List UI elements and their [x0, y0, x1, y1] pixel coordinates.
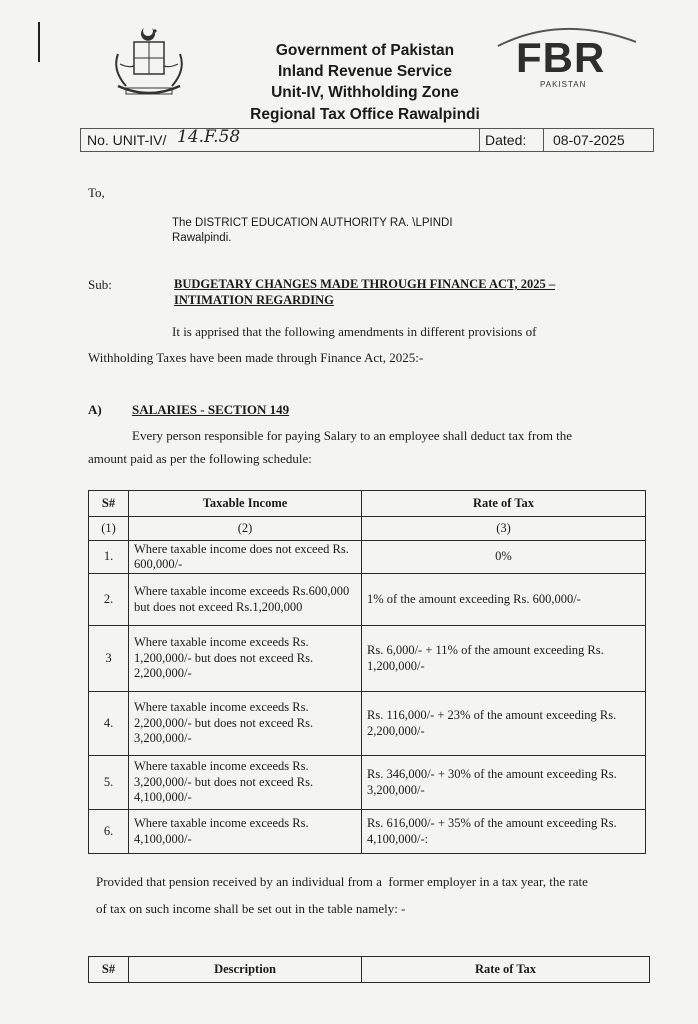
address-line1: The DISTRICT EDUCATION AUTHORITY RA. \LPINDI [172, 217, 453, 229]
row-income: Where taxable income exceeds Rs. 3,200,000/- but does not exceed Rs. 4,100,000/- [129, 756, 362, 810]
address-line2: Rawalpindi. [172, 232, 232, 244]
to-label: To, [88, 185, 105, 200]
header-government: Government of Pakistan [275, 42, 455, 59]
table-header-row [89, 957, 650, 983]
row-sn: 2. [89, 574, 129, 626]
section-a-para-line1: Every person responsible for paying Salary to an employee shall deduct tax from the [132, 428, 573, 443]
header-office: Regional Tax Office Rawalpindi [250, 106, 480, 123]
row-rate: 1% of the amount exceeding Rs. 600,000/- [362, 574, 646, 626]
row-rate: Rs. 6,000/- + 11% of the amount exceeding Rs. 1,200,000/- [362, 626, 646, 692]
subject-label: Sub: [88, 277, 112, 292]
table-subheader-row [89, 517, 646, 541]
section-a-title: SALARIES - SECTION 149 [132, 402, 290, 417]
table-row [89, 626, 646, 692]
row-rate: Rs. 116,000/- + 23% of the amount exceeding Rs. 2,200,000/- [362, 692, 646, 756]
header-unit: Unit-IV, Withholding Zone [271, 84, 459, 101]
row-sn: 6. [89, 810, 129, 854]
table-row [89, 810, 646, 854]
fbr-logo-text: FBR [516, 34, 606, 81]
section-a-letter: A) [88, 402, 102, 417]
proviso-line2: of tax on such income shall be set out in the table namely: - [96, 901, 406, 916]
row-income: Where taxable income exceeds Rs. 2,200,000/- but does not exceed Rs. 3,200,000/- [129, 692, 362, 756]
row-income: Where taxable income exceeds Rs. 4,100,000/- [129, 810, 362, 854]
row-rate: Rs. 616,000/- + 35% of the amount exceeding Rs. 4,100,000/-: [362, 810, 646, 854]
table-row [89, 756, 646, 810]
header-sn: S# [89, 491, 129, 517]
pension-tax-table [88, 956, 650, 983]
subheader-1: (1) [89, 517, 129, 541]
row-income: Where taxable income exceeds Rs.600,000 but does not exceed Rs.1,200,000 [129, 574, 362, 626]
row-rate: Rs. 346,000/- + 30% of the amount exceeding Rs. 3,200,000/- [362, 756, 646, 810]
reference-divider-2 [543, 129, 544, 151]
row-sn: 1. [89, 541, 129, 574]
reference-divider [479, 129, 480, 151]
government-emblem [108, 24, 190, 98]
row-sn: 4. [89, 692, 129, 756]
row-sn: 3 [89, 626, 129, 692]
subheader-3: (3) [362, 517, 646, 541]
row-income: Where taxable income does not exceed Rs. 600,000/- [129, 541, 362, 574]
reference-no-handwritten: 14.F.58 [177, 127, 241, 147]
table-row [89, 692, 646, 756]
reference-box [80, 128, 654, 152]
header-sn: S# [89, 957, 129, 983]
subject-line1: BUDGETARY CHANGES MADE THROUGH FINANCE ACT, 2025 – [174, 277, 556, 291]
header-service: Inland Revenue Service [277, 63, 453, 80]
header-description: Description [129, 957, 362, 983]
intro-line1: It is apprised that the following amendments in different provisions of [172, 324, 537, 339]
proviso-line1: Provided that pension received by an individual from a former employer in a tax year, the rate [96, 874, 588, 889]
subheader-2: (2) [129, 517, 362, 541]
row-income: Where taxable income exceeds Rs. 1,200,000/- but does not exceed Rs. 2,200,000/- [129, 626, 362, 692]
row-rate: 0% [362, 541, 646, 574]
margin-mark [38, 22, 40, 62]
table-header-row [89, 491, 646, 517]
row-sn: 5. [89, 756, 129, 810]
table-row [89, 574, 646, 626]
dated-label: Dated: [485, 132, 527, 148]
reference-date: 08-07-2025 [553, 132, 625, 148]
header-rate-of-tax: Rate of Tax [362, 957, 650, 983]
header-rate-of-tax: Rate of Tax [362, 491, 646, 517]
salary-tax-table [88, 490, 646, 854]
section-a-para-line2: amount paid as per the following schedule: [88, 451, 312, 466]
header-taxable-income: Taxable Income [129, 491, 362, 517]
fbr-logo-country: PAKISTAN [540, 80, 587, 89]
table-row [89, 541, 646, 574]
intro-line2: Withholding Taxes have been made through Finance Act, 2025:- [88, 350, 424, 365]
subject-line2: INTIMATION REGARDING [174, 293, 334, 307]
fbr-logo [492, 20, 642, 100]
reference-no-label: No. UNIT-IV/ [87, 132, 167, 148]
